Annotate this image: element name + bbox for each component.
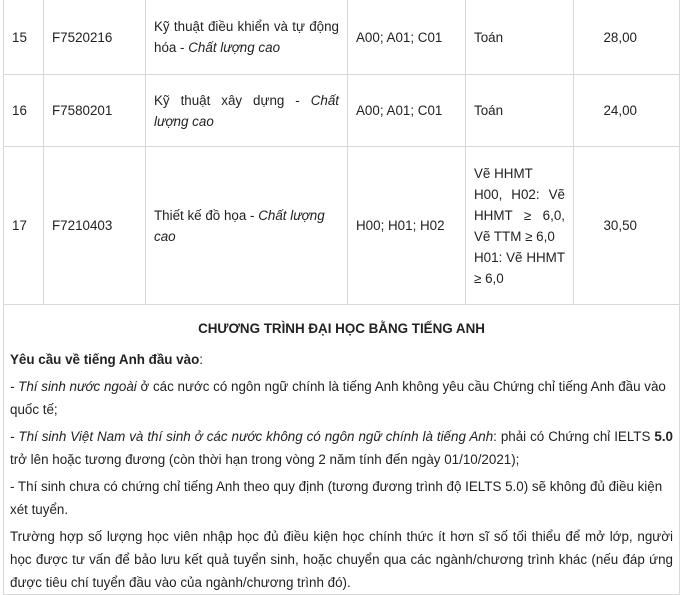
stt-cell: 15 — [4, 0, 44, 75]
stt-cell: 16 — [4, 75, 44, 147]
score-cell: 30,50 — [574, 147, 680, 305]
requirement-vietnam-rest: trở lên hoặc tương đương (còn thời hạn trong vòng 2 năm tính đến ngày 01/10/2021); — [10, 452, 520, 467]
table-row — [4, 75, 680, 147]
code-cell: F7580201 — [44, 75, 146, 147]
criteria-line: H00, H02: Vẽ HHMT ≥ 6,0, Vẽ TTM ≥ 6,0 — [474, 186, 565, 244]
requirement-vietnam-subject: - Thí sinh Việt Nam và thí sinh ở các nước không có ngôn ngữ chính là tiếng Anh — [10, 429, 494, 444]
major-quality: Chất lượng cao — [154, 92, 339, 129]
criteria-cell: Toán — [466, 0, 574, 75]
requirement-foreign-text: ở các nước có ngôn ngữ chính là tiếng Anh không yêu cầu Chứng chỉ tiếng Anh đầu vào quốc tế; — [10, 379, 666, 417]
major-quality: Chất lượng cao — [154, 207, 325, 244]
program-cell — [4, 305, 680, 595]
criteria-cell — [466, 147, 574, 305]
admission-table — [3, 0, 680, 595]
table-row — [4, 0, 680, 75]
requirement-foreign-subject: - Thí sinh nước ngoài — [10, 379, 137, 394]
score-cell: 28,00 — [574, 0, 680, 75]
major-cell — [146, 75, 348, 147]
code-cell: F7210403 — [44, 147, 146, 305]
major-name: Thiết kế đồ họa - — [154, 207, 259, 223]
requirement-vietnam-text: : phải có Chứng chỉ IELTS — [493, 429, 655, 444]
enrollment-note: Trường hợp số lượng học viên nhập học đủ điều kiện học chính thức ít hơn sĩ số tối thiểu để mở lớp, người học được tư vấn để bảo lưu kết quả tuyển sinh, hoặc chuyển qua các ngành/chương trình khác (nếu đáp ứng được tiêu chí tuyển đầu vào của ngành/chương trình đó). — [10, 529, 673, 590]
table-row — [4, 147, 680, 305]
requirement-no-certificate: - Thí sinh chưa có chứng chỉ tiếng Anh theo quy định (tương đương trình độ IELTS 5.0) sẽ không đủ điều kiện xét tuyển. — [10, 479, 663, 517]
criteria-line: H01: Vẽ HHMT ≥ 6,0 — [474, 249, 565, 286]
criteria-cell: Toán — [466, 75, 574, 147]
combos-cell: H00; H01; H02 — [348, 147, 466, 305]
requirements-heading-text: Yêu cầu về tiếng Anh đầu vào — [10, 352, 200, 367]
major-quality: Chất lượng cao — [188, 40, 281, 55]
ielts-score: 5.0 — [654, 429, 673, 444]
requirement-foreign — [10, 375, 673, 421]
score-cell: 24,00 — [574, 75, 680, 147]
major-cell — [146, 0, 348, 75]
requirements-colon: : — [199, 352, 203, 367]
combos-cell: A00; A01; C01 — [348, 0, 466, 75]
major-cell — [146, 147, 348, 305]
requirement-vietnam — [10, 425, 673, 471]
code-cell: F7520216 — [44, 0, 146, 75]
combos-cell: A00; A01; C01 — [348, 75, 466, 147]
requirements-heading — [10, 348, 673, 371]
criteria-line: Vẽ HHMT — [474, 165, 533, 181]
program-title: CHƯƠNG TRÌNH ĐẠI HỌC BẰNG TIẾNG ANH — [198, 321, 485, 336]
stt-cell: 17 — [4, 147, 44, 305]
major-name: Kỹ thuật xây dựng - — [154, 92, 311, 108]
major-name: Kỹ thuật điều khiển và tự động hóa - — [154, 19, 339, 55]
program-row — [4, 305, 680, 595]
